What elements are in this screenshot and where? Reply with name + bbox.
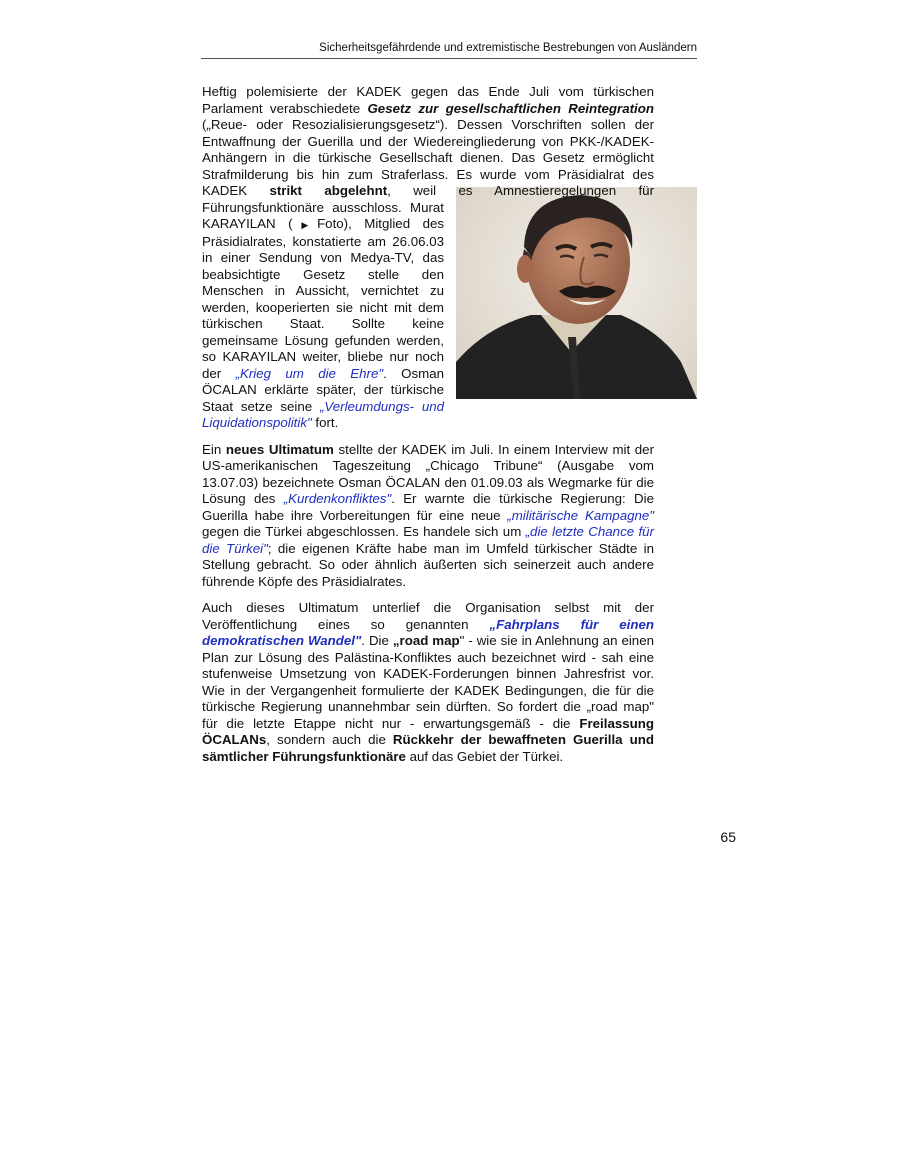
p1-text: . Osman ÖCALAN erklärte später, der türkische Staat setze seine	[202, 365, 444, 414]
running-header	[201, 40, 697, 59]
page-number: 65	[720, 829, 736, 845]
quote-krieg: „Krieg um die Ehre"	[235, 365, 384, 381]
p1-text: Foto), Mitglied des Präsidialrates, konstatierte am 26.06.03 in einer Sendung von Medya-TV, das beabsichtigte Gesetz stelle den Menschen in Aussicht, vernichtet zu werden, kooperierten sie nicht mit dem türkischen Staat. Sollte keine gemeinsame Lösung gefunden werden, so KARAYILAN weiter, bliebe nur noch der	[202, 216, 445, 381]
p3-text: . Die	[361, 633, 393, 648]
body-text	[202, 84, 654, 775]
p1-law-title: Gesetz zur gesellschaftlichen Reintegration	[367, 100, 654, 116]
p1-rejected: strikt abgelehnt	[269, 183, 388, 198]
arrow-right-icon: ▶	[292, 220, 318, 230]
portrait-photo	[456, 187, 697, 399]
p3-freilassung: Freilassung ÖCALANs	[202, 715, 654, 747]
quote-kurdenkonflikt: „Kurdenkonfliktes"	[283, 491, 392, 506]
p1-text: („Reue- oder Resozialisierungsgesetz“). Dessen Vorschriften sollen der Entwaffnung der Guerilla und der Wiedereingliederung von PKK-/KADEK-Anhängern in die türkische Gesellschaft dienen. Das Gesetz ermöglicht Strafmilderung bis hin zum Straferlass. Es wurde vom Präsidialrat des KADEK	[202, 117, 654, 198]
p3-road-map: „road map	[392, 633, 460, 648]
p2-text: stellte der KADEK im Juli. In einem Interview mit der US-amerikanischen Tageszeitung „Chicago Tribune“ (Ausgabe vom 13.07.03) bezeichnete Osman ÖCALAN den 01.09.03 als Wegmarke für die Lösung des	[202, 441, 655, 506]
p2-text: ; die eigenen Kräfte habe man im Umfeld türkischer Städte in Stellung gebracht. So oder ähnlich äußerten sich seinerzeit auch andere führende Köpfe des Präsidialrates.	[202, 540, 654, 589]
p3-text: " - wie sie in Anlehnung an einen Plan zur Lösung des Palästina-Konfliktes auch bezeichnet wird - sah eine stufenweise Umsetzung von KADEK-Forderungen binnen Jahresfrist vor. Wie in der Vergangenheit formulierte der KADEK Bedingungen, die für die türkische Regierung unannehmbar sein dürften. So fordert die „road map" für die letzte Etappe nicht nur - erwartungsgemäß - die	[202, 633, 654, 731]
p1-text: , weil es Amnestieregelungen für Führungsfunktionäre ausschloss. Murat KARAYILAN (	[202, 183, 654, 231]
p3-text: Auch dieses Ultimatum unterlief die Organisation selbst mit der Veröffentlichung eines so genannten	[202, 600, 654, 632]
p2-text: . Er warnte die türkische Regierung: Die Guerilla habe ihre Vorbereitungen für eine neue	[202, 491, 654, 523]
paragraph-2	[202, 442, 654, 591]
p2-ultimatum: neues Ultimatum	[225, 441, 334, 457]
paragraph-3	[202, 600, 654, 765]
p2-text: Ein	[202, 441, 226, 457]
p3-text: auf das Gebiet der Türkei.	[405, 748, 564, 764]
p3-rueckkehr: Rückkehr der bewaffneten Guerilla und sämtlicher Führungsfunktionäre	[202, 732, 654, 764]
header-title: Sicherheitsgefährdende und extremistische Bestrebungen von Ausländern	[319, 42, 697, 54]
quote-kampagne: „militärische Kampagne"	[507, 507, 654, 523]
p1-text: Heftig polemisierte der KADEK gegen das Ende Juli vom türkischen Parlament verabschiedete	[202, 84, 654, 116]
p2-text: gegen die Türkei abgeschlossen. Es handele sich um	[202, 524, 526, 539]
p1-text: fort.	[311, 415, 339, 430]
paragraph-1	[202, 84, 654, 432]
portrait-image	[456, 187, 697, 399]
quote-verleumdung: „Verleumdungs- und Liquidationspolitik"	[202, 398, 444, 430]
quote-fahrplan: „Fahrplans für einen demokratischen Wandel"	[202, 616, 654, 648]
p3-text: , sondern auch die	[266, 732, 393, 747]
quote-chance: „die letzte Chance für die Türkei"	[202, 524, 654, 556]
